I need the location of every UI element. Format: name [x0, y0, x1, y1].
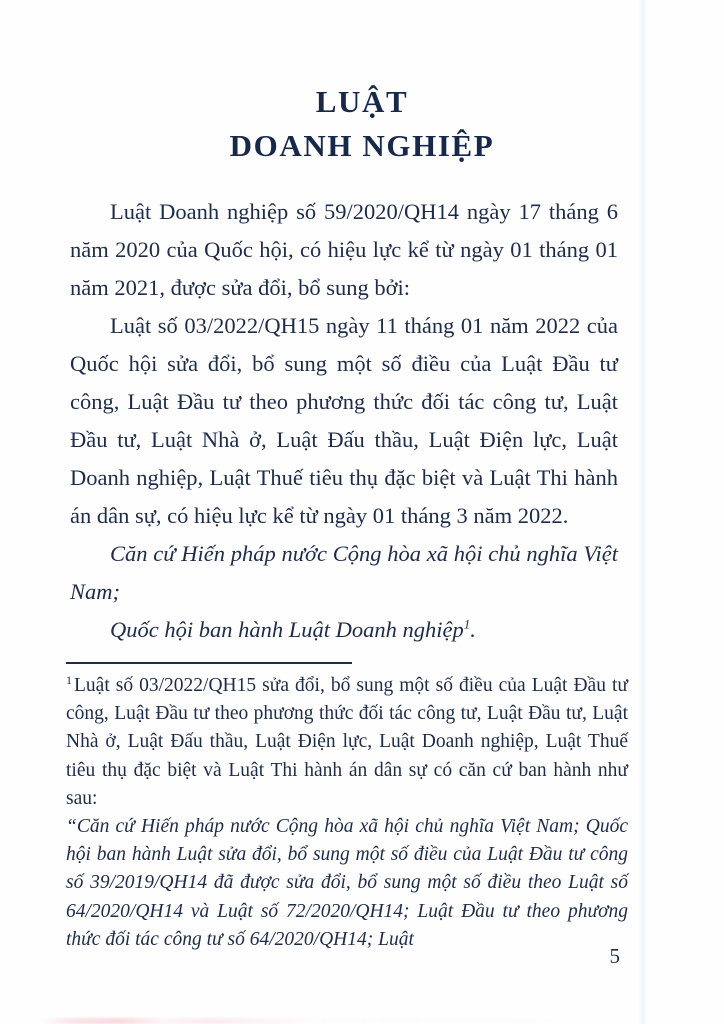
page-number: 5	[609, 944, 620, 968]
footnote-section	[0, 662, 724, 954]
footnote-intro-text: Luật số 03/2022/QH15 sửa đổi, bổ sung một số điều của Luật Đầu tư công, Luật Đầu tư theo phương thức đối tác công tư, Luật Đầu tư, Luật Nhà ở, Luật Đấu thầu, Luật Điện lực, Luật Doanh nghiệp, Luật Thuế tiêu thụ đặc biệt và Luật Thi hành án dân sự có căn cứ ban hành như sau:	[66, 675, 628, 809]
footnote-quoted-text: “Căn cứ Hiến pháp nước Cộng hòa xã hội chủ nghĩa Việt Nam; Quốc hội ban hành Luật sửa đổi, bổ sung một số điều của Luật Đầu tư công số 39/2019/QH14 đã được sửa đổi, bổ sung một số điều theo Luật số 64/2020/QH14 và Luật số 72/2020/QH14; Luật Đầu tư theo phương thức đối tác công tư số 64/2020/QH14; Luật	[66, 816, 628, 950]
footnote-intro	[66, 672, 628, 813]
title-line-1: LUẬT	[315, 84, 409, 119]
paragraph-promulgation-terminator: .	[470, 616, 476, 642]
paragraph-amending-law: Luật số 03/2022/QH15 ngày 11 tháng 01 năm 2022 của Quốc hội sửa đổi, bổ sung một số điều của Luật Đầu tư công, Luật Đầu tư theo phương thức đối tác công tư, Luật Đầu tư, Luật Nhà ở, Luật Đấu thầu, Luật Điện lực, Luật Doanh nghiệp, Luật Thuế tiêu thụ đặc biệt và Luật Thi hành án dân sự, có hiệu lực kể từ ngày 01 tháng 3 năm 2022.	[70, 312, 618, 528]
document-title	[0, 0, 724, 167]
paragraph-intro-law-number: Luật Doanh nghiệp số 59/2020/QH14 ngày 17 tháng 6 năm 2020 của Quốc hội, có hiệu lực kể từ ngày 01 tháng 01 năm 2021, được sửa đổi, bổ sung bởi:	[70, 198, 618, 300]
scan-edge-artifact-bottom	[40, 1018, 600, 1024]
footnote-number-marker: 1	[66, 672, 72, 687]
footnote-separator-rule	[66, 662, 352, 664]
paragraph-constitution-basis: Căn cứ Hiến pháp nước Cộng hòa xã hội chủ nghĩa Việt Nam;	[70, 540, 618, 604]
paragraph-promulgation	[70, 611, 618, 649]
footnote-reference-marker[interactable]: 1	[463, 616, 471, 632]
paragraph-promulgation-text: Quốc hội ban hành Luật Doanh nghiệp	[110, 616, 464, 642]
title-line-2: DOANH NGHIỆP	[229, 128, 495, 164]
document-body	[0, 193, 724, 649]
